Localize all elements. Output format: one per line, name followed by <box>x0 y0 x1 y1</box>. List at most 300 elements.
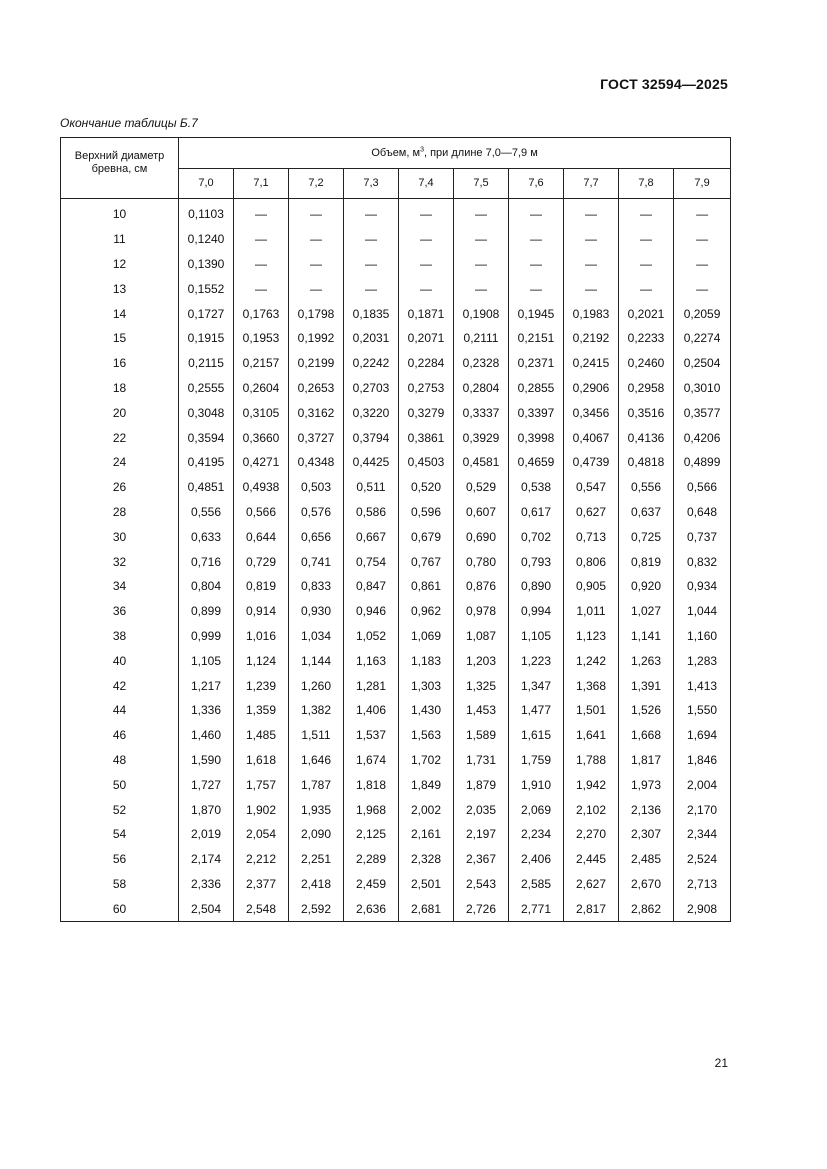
volume-cell: 1,870 <box>179 797 234 822</box>
volume-cell: 1,589 <box>454 723 509 748</box>
volume-cell: 0,4659 <box>509 450 564 475</box>
volume-cell: 1,879 <box>454 772 509 797</box>
volume-cell: 0,2753 <box>399 376 454 401</box>
volume-cell: 1,052 <box>344 624 399 649</box>
volume-cell: 0,3998 <box>509 425 564 450</box>
volume-cell: 0,4503 <box>399 450 454 475</box>
volume-cell: 1,144 <box>289 648 344 673</box>
volume-cell: 0,2653 <box>289 376 344 401</box>
volume-cell: 0,754 <box>344 549 399 574</box>
volume-cell: 1,563 <box>399 723 454 748</box>
diameter-cell: 56 <box>61 847 179 872</box>
volume-cell: 0,2855 <box>509 376 564 401</box>
volume-header-suffix: , при длине 7,0—7,9 м <box>423 146 538 159</box>
volume-cell: — <box>344 252 399 277</box>
volume-cell: 1,203 <box>454 648 509 673</box>
volume-cell: 1,646 <box>289 748 344 773</box>
volume-cell: 0,2504 <box>674 351 731 376</box>
volume-cell: 0,3727 <box>289 425 344 450</box>
volume-cell: 0,2328 <box>454 351 509 376</box>
page-number: 21 <box>714 1056 728 1070</box>
volume-cell: 0,1552 <box>179 276 234 301</box>
volume-cell: 2,418 <box>289 872 344 897</box>
volume-cell: 0,716 <box>179 549 234 574</box>
volume-cell: 1,123 <box>564 624 619 649</box>
volume-cell: 1,027 <box>619 599 674 624</box>
volume-cell: 2,592 <box>289 896 344 921</box>
diameter-cell: 15 <box>61 326 179 351</box>
volume-cell: 0,556 <box>179 500 234 525</box>
volume-cell: 2,713 <box>674 872 731 897</box>
volume-cell: 1,615 <box>509 723 564 748</box>
volume-cell: 1,034 <box>289 624 344 649</box>
volume-cell: — <box>619 252 674 277</box>
table-row <box>61 872 731 897</box>
volume-cell: 0,914 <box>234 599 289 624</box>
volume-cell: 0,679 <box>399 524 454 549</box>
volume-cell: 1,694 <box>674 723 731 748</box>
volume-cell: 1,590 <box>179 748 234 773</box>
volume-cell: 0,804 <box>179 574 234 599</box>
diameter-cell: 11 <box>61 227 179 252</box>
volume-cell: 0,576 <box>289 500 344 525</box>
volume-cell: 0,520 <box>399 475 454 500</box>
volume-cell: 2,212 <box>234 847 289 872</box>
volume-cell: 1,501 <box>564 698 619 723</box>
diameter-cell: 30 <box>61 524 179 549</box>
length-header: 7,2 <box>289 168 344 199</box>
volume-cell: 2,336 <box>179 872 234 897</box>
volume-cell: 1,263 <box>619 648 674 673</box>
volume-cell: 1,303 <box>399 673 454 698</box>
table-row <box>61 252 731 277</box>
volume-cell: 0,861 <box>399 574 454 599</box>
volume-cell: 0,1798 <box>289 301 344 326</box>
table-row <box>61 301 731 326</box>
volume-cell: 0,1390 <box>179 252 234 277</box>
volume-cell: 0,1945 <box>509 301 564 326</box>
table-row <box>61 748 731 773</box>
volume-cell: 0,741 <box>289 549 344 574</box>
volume-cell: — <box>454 199 509 227</box>
length-header: 7,7 <box>564 168 619 199</box>
volume-cell: 0,4136 <box>619 425 674 450</box>
length-header: 7,1 <box>234 168 289 199</box>
diameter-cell: 38 <box>61 624 179 649</box>
volume-cell: 1,757 <box>234 772 289 797</box>
volume-cell: 0,596 <box>399 500 454 525</box>
volume-cell: 0,2371 <box>509 351 564 376</box>
volume-cell: 2,585 <box>509 872 564 897</box>
volume-cell: 1,011 <box>564 599 619 624</box>
volume-cell: 2,197 <box>454 822 509 847</box>
volume-cell: 0,538 <box>509 475 564 500</box>
volume-cell: 1,550 <box>674 698 731 723</box>
volume-cell: 2,548 <box>234 896 289 921</box>
volume-cell: 0,637 <box>619 500 674 525</box>
volume-cell: 1,973 <box>619 772 674 797</box>
volume-cell: 0,994 <box>509 599 564 624</box>
volume-cell: 1,511 <box>289 723 344 748</box>
volume-cell: 0,566 <box>674 475 731 500</box>
diameter-cell: 22 <box>61 425 179 450</box>
volume-cell: 0,4818 <box>619 450 674 475</box>
volume-cell: 0,2460 <box>619 351 674 376</box>
diameter-cell: 52 <box>61 797 179 822</box>
volume-cell: 0,2031 <box>344 326 399 351</box>
volume-cell: 2,174 <box>179 847 234 872</box>
volume-cell: 0,946 <box>344 599 399 624</box>
volume-cell: 1,044 <box>674 599 731 624</box>
volume-cell: 1,087 <box>454 624 509 649</box>
volume-cell: 2,771 <box>509 896 564 921</box>
volume-cell: 0,905 <box>564 574 619 599</box>
volume-cell: 0,2111 <box>454 326 509 351</box>
volume-cell: — <box>234 227 289 252</box>
diameter-cell: 46 <box>61 723 179 748</box>
volume-cell: 1,242 <box>564 648 619 673</box>
volume-cell: 2,102 <box>564 797 619 822</box>
volume-cell: 2,459 <box>344 872 399 897</box>
volume-cell: 0,876 <box>454 574 509 599</box>
volume-cell: — <box>234 276 289 301</box>
volume-cell: 1,942 <box>564 772 619 797</box>
volume-cell: 0,899 <box>179 599 234 624</box>
volume-cell: 0,819 <box>234 574 289 599</box>
volume-cell: 2,234 <box>509 822 564 847</box>
volume-cell: 0,832 <box>674 549 731 574</box>
volume-header <box>179 138 731 169</box>
volume-cell: 0,4348 <box>289 450 344 475</box>
volume-cell: 0,627 <box>564 500 619 525</box>
volume-cell: 2,004 <box>674 772 731 797</box>
diameter-cell: 54 <box>61 822 179 847</box>
volume-cell: 2,636 <box>344 896 399 921</box>
table-row <box>61 673 731 698</box>
volume-cell: 2,908 <box>674 896 731 921</box>
volume-cell: — <box>344 227 399 252</box>
volume-cell: 0,713 <box>564 524 619 549</box>
diameter-cell: 60 <box>61 896 179 921</box>
table-row <box>61 475 731 500</box>
volume-cell: 0,793 <box>509 549 564 574</box>
volume-cell: — <box>344 276 399 301</box>
volume-cell: — <box>344 199 399 227</box>
volume-cell: 1,485 <box>234 723 289 748</box>
volume-cell: 0,690 <box>454 524 509 549</box>
table-row <box>61 351 731 376</box>
volume-cell: 1,674 <box>344 748 399 773</box>
volume-cell: 0,3577 <box>674 400 731 425</box>
table-row <box>61 847 731 872</box>
volume-cell: — <box>674 276 731 301</box>
volume-cell: 1,902 <box>234 797 289 822</box>
volume-cell: 2,817 <box>564 896 619 921</box>
diameter-cell: 10 <box>61 199 179 227</box>
volume-cell: — <box>619 276 674 301</box>
volume-cell: 1,430 <box>399 698 454 723</box>
volume-table <box>60 137 731 922</box>
volume-cell: 0,2906 <box>564 376 619 401</box>
volume-cell: 0,4581 <box>454 450 509 475</box>
volume-cell: 2,406 <box>509 847 564 872</box>
volume-cell: 1,818 <box>344 772 399 797</box>
volume-cell: 0,1915 <box>179 326 234 351</box>
volume-cell: — <box>399 227 454 252</box>
volume-cell: 0,1983 <box>564 301 619 326</box>
volume-cell: — <box>619 199 674 227</box>
volume-cell: 0,4938 <box>234 475 289 500</box>
volume-cell: 0,3861 <box>399 425 454 450</box>
volume-cell: 2,251 <box>289 847 344 872</box>
diameter-cell: 18 <box>61 376 179 401</box>
volume-cell: 1,787 <box>289 772 344 797</box>
volume-cell: 0,644 <box>234 524 289 549</box>
volume-cell: 1,217 <box>179 673 234 698</box>
diameter-cell: 36 <box>61 599 179 624</box>
volume-cell: 2,136 <box>619 797 674 822</box>
diameter-cell: 14 <box>61 301 179 326</box>
volume-cell: 2,125 <box>344 822 399 847</box>
volume-cell: 0,1835 <box>344 301 399 326</box>
length-header: 7,4 <box>399 168 454 199</box>
table-row <box>61 797 731 822</box>
volume-cell: 0,4425 <box>344 450 399 475</box>
volume-cell: 2,445 <box>564 847 619 872</box>
table-row <box>61 698 731 723</box>
volume-cell: 0,833 <box>289 574 344 599</box>
volume-cell: 2,524 <box>674 847 731 872</box>
table-row <box>61 772 731 797</box>
table-row <box>61 500 731 525</box>
table-row <box>61 450 731 475</box>
volume-cell: 1,124 <box>234 648 289 673</box>
volume-cell: 1,069 <box>399 624 454 649</box>
table-row <box>61 227 731 252</box>
table-row <box>61 896 731 921</box>
volume-cell: 0,3220 <box>344 400 399 425</box>
volume-cell: 1,849 <box>399 772 454 797</box>
volume-cell: 1,460 <box>179 723 234 748</box>
volume-cell: 1,160 <box>674 624 731 649</box>
diameter-cell: 28 <box>61 500 179 525</box>
volume-cell: 0,2242 <box>344 351 399 376</box>
volume-cell: — <box>509 227 564 252</box>
volume-cell: — <box>289 276 344 301</box>
volume-cell: 0,3456 <box>564 400 619 425</box>
volume-cell: 1,731 <box>454 748 509 773</box>
length-header: 7,6 <box>509 168 564 199</box>
volume-cell: 0,617 <box>509 500 564 525</box>
diameter-cell: 13 <box>61 276 179 301</box>
volume-cell: — <box>454 252 509 277</box>
volume-cell: 1,391 <box>619 673 674 698</box>
volume-cell: 2,019 <box>179 822 234 847</box>
diameter-cell: 44 <box>61 698 179 723</box>
volume-cell: — <box>564 227 619 252</box>
volume-cell: — <box>399 276 454 301</box>
volume-cell: 0,2059 <box>674 301 731 326</box>
volume-cell: 2,681 <box>399 896 454 921</box>
volume-cell: 1,413 <box>674 673 731 698</box>
volume-cell: 0,4195 <box>179 450 234 475</box>
volume-cell: 1,141 <box>619 624 674 649</box>
volume-cell: 0,4851 <box>179 475 234 500</box>
volume-cell: 0,737 <box>674 524 731 549</box>
volume-cell: 1,260 <box>289 673 344 698</box>
volume-cell: 0,3048 <box>179 400 234 425</box>
volume-cell: — <box>619 227 674 252</box>
volume-cell: 0,586 <box>344 500 399 525</box>
diameter-cell: 16 <box>61 351 179 376</box>
volume-cell: 0,806 <box>564 549 619 574</box>
table-row <box>61 723 731 748</box>
volume-cell: 0,511 <box>344 475 399 500</box>
volume-cell: — <box>674 252 731 277</box>
volume-cell: 2,862 <box>619 896 674 921</box>
volume-cell: 0,656 <box>289 524 344 549</box>
volume-cell: 1,183 <box>399 648 454 673</box>
volume-cell: 1,325 <box>454 673 509 698</box>
volume-cell: 0,1953 <box>234 326 289 351</box>
volume-cell: 0,934 <box>674 574 731 599</box>
volume-cell: 1,368 <box>564 673 619 698</box>
diameter-cell: 20 <box>61 400 179 425</box>
length-header: 7,8 <box>619 168 674 199</box>
volume-cell: — <box>564 276 619 301</box>
volume-cell: 0,3162 <box>289 400 344 425</box>
volume-cell: 0,2284 <box>399 351 454 376</box>
table-row <box>61 376 731 401</box>
volume-cell: 0,566 <box>234 500 289 525</box>
volume-cell: — <box>289 199 344 227</box>
volume-cell: 1,453 <box>454 698 509 723</box>
volume-cell: 0,4271 <box>234 450 289 475</box>
volume-cell: 0,3929 <box>454 425 509 450</box>
length-header: 7,0 <box>179 168 234 199</box>
table-body <box>61 199 731 922</box>
volume-cell: 2,485 <box>619 847 674 872</box>
volume-cell: 1,477 <box>509 698 564 723</box>
volume-cell: 1,702 <box>399 748 454 773</box>
volume-cell: 1,281 <box>344 673 399 698</box>
table-row <box>61 648 731 673</box>
volume-cell: — <box>454 276 509 301</box>
volume-cell: 0,3337 <box>454 400 509 425</box>
volume-cell: 0,547 <box>564 475 619 500</box>
volume-cell: 1,759 <box>509 748 564 773</box>
volume-header-sup: 3 <box>420 146 424 154</box>
volume-cell: 1,526 <box>619 698 674 723</box>
volume-cell: 0,819 <box>619 549 674 574</box>
diameter-cell: 32 <box>61 549 179 574</box>
volume-cell: 0,920 <box>619 574 674 599</box>
volume-cell: 0,780 <box>454 549 509 574</box>
volume-cell: 0,2703 <box>344 376 399 401</box>
table-row <box>61 199 731 227</box>
table-row <box>61 822 731 847</box>
diameter-header: Верхний диаметр бревна, см <box>61 138 179 199</box>
volume-cell: 2,504 <box>179 896 234 921</box>
volume-cell: 2,543 <box>454 872 509 897</box>
volume-cell: 2,627 <box>564 872 619 897</box>
volume-cell: 1,641 <box>564 723 619 748</box>
document-code: ГОСТ 32594—2025 <box>600 76 728 92</box>
volume-cell: 0,2958 <box>619 376 674 401</box>
volume-cell: 2,367 <box>454 847 509 872</box>
volume-cell: 2,344 <box>674 822 731 847</box>
volume-cell: 1,846 <box>674 748 731 773</box>
volume-cell: 0,2555 <box>179 376 234 401</box>
table-row <box>61 400 731 425</box>
volume-cell: 1,347 <box>509 673 564 698</box>
volume-cell: 0,503 <box>289 475 344 500</box>
volume-cell: 0,667 <box>344 524 399 549</box>
volume-cell: 0,1871 <box>399 301 454 326</box>
volume-cell: — <box>399 199 454 227</box>
volume-cell: 1,935 <box>289 797 344 822</box>
volume-cell: 1,359 <box>234 698 289 723</box>
diameter-cell: 26 <box>61 475 179 500</box>
volume-cell: 0,4067 <box>564 425 619 450</box>
volume-cell: 1,105 <box>179 648 234 673</box>
volume-cell: 1,382 <box>289 698 344 723</box>
diameter-cell: 48 <box>61 748 179 773</box>
volume-cell: 0,1763 <box>234 301 289 326</box>
volume-cell: — <box>564 252 619 277</box>
volume-cell: — <box>289 227 344 252</box>
volume-cell: 0,648 <box>674 500 731 525</box>
volume-cell: 0,3279 <box>399 400 454 425</box>
diameter-cell: 40 <box>61 648 179 673</box>
length-header: 7,9 <box>674 168 731 199</box>
volume-cell: — <box>234 199 289 227</box>
volume-cell: 1,537 <box>344 723 399 748</box>
volume-cell: 1,968 <box>344 797 399 822</box>
volume-cell: 0,725 <box>619 524 674 549</box>
volume-cell: 2,289 <box>344 847 399 872</box>
volume-cell: 2,002 <box>399 797 454 822</box>
volume-cell: 0,3594 <box>179 425 234 450</box>
volume-cell: 0,529 <box>454 475 509 500</box>
volume-cell: 0,2192 <box>564 326 619 351</box>
volume-cell: 1,163 <box>344 648 399 673</box>
table-row <box>61 276 731 301</box>
diameter-cell: 58 <box>61 872 179 897</box>
length-header: 7,5 <box>454 168 509 199</box>
volume-cell: 1,283 <box>674 648 731 673</box>
diameter-cell: 12 <box>61 252 179 277</box>
volume-cell: 0,4899 <box>674 450 731 475</box>
volume-cell: 0,2415 <box>564 351 619 376</box>
volume-cell: 0,2071 <box>399 326 454 351</box>
table-caption: Окончание таблицы Б.7 <box>60 116 198 130</box>
volume-cell: 0,890 <box>509 574 564 599</box>
volume-cell: 0,1992 <box>289 326 344 351</box>
volume-cell: 0,729 <box>234 549 289 574</box>
volume-cell: 0,1103 <box>179 199 234 227</box>
volume-cell: — <box>509 276 564 301</box>
volume-cell: 0,4739 <box>564 450 619 475</box>
table-row <box>61 549 731 574</box>
volume-cell: 0,2115 <box>179 351 234 376</box>
table-row <box>61 624 731 649</box>
volume-cell: — <box>509 199 564 227</box>
volume-cell: 2,377 <box>234 872 289 897</box>
volume-cell: 0,767 <box>399 549 454 574</box>
volume-cell: — <box>399 252 454 277</box>
volume-cell: 1,727 <box>179 772 234 797</box>
